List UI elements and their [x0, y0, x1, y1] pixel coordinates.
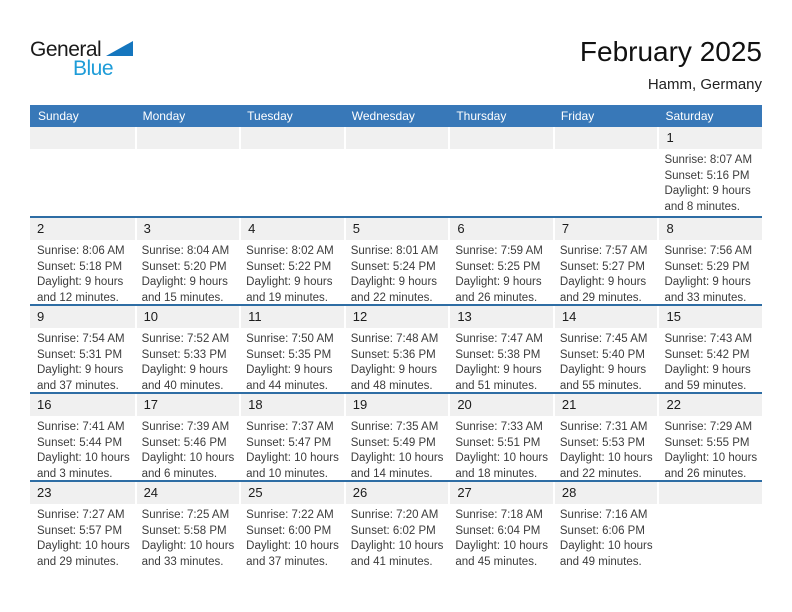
daylight-text-line1: Daylight: 10 hours: [350, 540, 444, 552]
weekday-header-row: [30, 105, 762, 127]
daylight-text-line2: and 26 minutes.: [664, 467, 747, 480]
empty-cell: [239, 127, 344, 216]
daylight-text-line2: and 37 minutes.: [246, 555, 328, 568]
date-band: [448, 127, 553, 149]
sunrise-text: Sunrise: 7:45 AM: [559, 333, 648, 345]
daylight-text-line2: and 22 minutes.: [350, 291, 433, 304]
sunrise-text: Sunrise: 7:25 AM: [141, 509, 230, 521]
daylight-text-line1: Daylight: 10 hours: [246, 540, 339, 552]
daylight-text-line2: and 29 minutes.: [37, 555, 119, 568]
date-band: [553, 482, 658, 504]
daylight-text-line2: and 44 minutes.: [246, 379, 328, 392]
sunset-text: Sunset: 6:00 PM: [246, 524, 332, 537]
sunset-text: Sunset: 5:35 PM: [246, 348, 332, 361]
empty-cell: [135, 127, 240, 216]
sunset-text: Sunset: 5:53 PM: [559, 436, 645, 449]
logo-text-general: General: [30, 38, 102, 61]
day-details: [239, 240, 344, 304]
sunset-text: Sunset: 5:42 PM: [664, 348, 750, 361]
sunset-text: Sunset: 5:25 PM: [455, 260, 541, 273]
day-cell: [135, 306, 240, 392]
day-details: [448, 240, 553, 304]
empty-cell: [657, 482, 762, 568]
date-band: [239, 306, 344, 328]
day-cell: [553, 306, 658, 392]
day-cell: [344, 306, 449, 392]
day-cell: [135, 394, 240, 480]
sunset-text: Sunset: 5:27 PM: [559, 260, 645, 273]
sunrise-text: Sunrise: 7:50 AM: [246, 333, 334, 345]
sunset-text: Sunset: 5:38 PM: [455, 348, 541, 361]
date-number: 3: [143, 221, 151, 236]
day-details: [553, 240, 658, 304]
day-cell: [657, 306, 762, 392]
daylight-text-line2: and 8 minutes.: [664, 200, 740, 213]
weekday-monday: Monday: [142, 109, 186, 123]
day-details: [30, 416, 135, 480]
date-band: [344, 394, 449, 416]
day-details: [657, 504, 762, 508]
date-number: 4: [248, 221, 256, 236]
day-cell: [344, 394, 449, 480]
date-number: 1: [666, 130, 674, 145]
day-details: [553, 328, 658, 392]
date-band: [657, 394, 762, 416]
day-cell: [239, 482, 344, 568]
date-number: 28: [561, 485, 577, 500]
sunrise-text: Sunrise: 8:04 AM: [141, 245, 230, 257]
sunset-text: Sunset: 5:33 PM: [141, 348, 227, 361]
daylight-text-line1: Daylight: 10 hours: [664, 452, 758, 464]
daylight-text-line1: Daylight: 9 hours: [141, 276, 228, 288]
daylight-text-line2: and 55 minutes.: [559, 379, 642, 392]
daylight-text-line1: Daylight: 10 hours: [455, 540, 549, 552]
sunset-text: Sunset: 5:18 PM: [37, 260, 123, 273]
date-number: 5: [352, 221, 360, 236]
day-cell: [448, 218, 553, 304]
date-band: [135, 306, 240, 328]
daylight-text-line1: Daylight: 9 hours: [559, 276, 647, 288]
week-row: [30, 392, 762, 480]
date-band: [657, 306, 762, 328]
daylight-text-line2: and 41 minutes.: [350, 555, 433, 568]
sunset-text: Sunset: 5:36 PM: [350, 348, 436, 361]
day-cell: [344, 482, 449, 568]
daylight-text-line2: and 45 minutes.: [455, 555, 538, 568]
empty-cell: [344, 127, 449, 216]
date-band: [239, 127, 344, 149]
day-details: [657, 416, 762, 480]
day-details: [344, 149, 449, 153]
day-cell: [239, 218, 344, 304]
day-details: [30, 240, 135, 304]
date-number: 19: [352, 397, 368, 412]
day-details: [448, 416, 553, 480]
daylight-text-line2: and 14 minutes.: [350, 467, 433, 480]
daylight-text-line1: Daylight: 10 hours: [559, 452, 653, 464]
daylight-text-line2: and 3 minutes.: [37, 467, 113, 480]
day-cell: [239, 306, 344, 392]
weekday-wednesday: Wednesday: [351, 109, 415, 123]
sunrise-text: Sunrise: 8:01 AM: [350, 245, 439, 257]
sunset-text: Sunset: 5:58 PM: [141, 524, 227, 537]
day-cell: [553, 394, 658, 480]
day-cell: [30, 306, 135, 392]
daylight-text-line2: and 6 minutes.: [141, 467, 218, 480]
date-number: 8: [666, 221, 674, 236]
day-details: [344, 504, 449, 568]
date-band: [448, 306, 553, 328]
daylight-text-line2: and 19 minutes.: [246, 291, 328, 304]
sunset-text: Sunset: 5:31 PM: [37, 348, 123, 361]
daylight-text-line2: and 48 minutes.: [350, 379, 433, 392]
date-band: [553, 394, 658, 416]
date-number: 26: [352, 485, 368, 500]
date-band: [30, 394, 135, 416]
sunrise-text: Sunrise: 7:37 AM: [246, 421, 334, 433]
week-row: [30, 304, 762, 392]
weekday-saturday: Saturday: [665, 109, 714, 123]
sunset-text: Sunset: 5:46 PM: [141, 436, 227, 449]
daylight-text-line2: and 40 minutes.: [141, 379, 224, 392]
empty-cell: [553, 127, 658, 216]
date-number: 13: [457, 309, 472, 324]
daylight-text-line1: Daylight: 9 hours: [350, 276, 438, 288]
date-number: 11: [248, 309, 262, 324]
daylight-text-line2: and 51 minutes.: [455, 379, 538, 392]
weeks-container: [30, 127, 762, 568]
daylight-text-line1: Daylight: 10 hours: [350, 452, 444, 464]
sunset-text: Sunset: 5:24 PM: [350, 260, 436, 273]
location-subtitle: Hamm, Germany: [647, 76, 762, 93]
sunrise-text: Sunrise: 7:35 AM: [350, 421, 439, 433]
sunrise-text: Sunrise: 7:54 AM: [37, 333, 125, 345]
general-blue-logo: [30, 38, 140, 81]
day-cell: [553, 482, 658, 568]
date-band: [448, 394, 553, 416]
weekday-sunday: Sunday: [38, 109, 79, 123]
date-number: 17: [143, 397, 159, 412]
date-band: [135, 394, 240, 416]
daylight-text-line1: Daylight: 9 hours: [141, 364, 228, 376]
sunrise-text: Sunrise: 7:57 AM: [559, 245, 648, 257]
weekday-tuesday: Tuesday: [247, 109, 293, 123]
date-band: [553, 306, 658, 328]
daylight-text-line2: and 33 minutes.: [141, 555, 224, 568]
sunrise-text: Sunrise: 7:59 AM: [455, 245, 543, 257]
sunrise-text: Sunrise: 7:52 AM: [141, 333, 230, 345]
date-number: 7: [561, 221, 570, 236]
daylight-text-line1: Daylight: 9 hours: [664, 364, 751, 376]
day-cell: [135, 482, 240, 568]
date-band: [135, 218, 240, 240]
daylight-text-line2: and 12 minutes.: [37, 291, 119, 304]
daylight-text-line2: and 59 minutes.: [664, 379, 747, 392]
day-details: [30, 504, 135, 568]
sunrise-text: Sunrise: 7:22 AM: [246, 509, 334, 521]
week-row: [30, 127, 762, 216]
date-band: [448, 218, 553, 240]
daylight-text-line1: Daylight: 9 hours: [559, 364, 647, 376]
week-row: [30, 480, 762, 568]
date-band: [657, 482, 762, 504]
date-number: 6: [457, 221, 465, 236]
sunrise-text: Sunrise: 7:29 AM: [664, 421, 753, 433]
date-band: [344, 482, 449, 504]
day-cell: [135, 218, 240, 304]
date-number: 18: [248, 397, 263, 412]
sunrise-text: Sunrise: 7:56 AM: [664, 245, 753, 257]
daylight-text-line2: and 15 minutes.: [141, 291, 224, 304]
day-details: [553, 416, 658, 480]
daylight-text-line1: Daylight: 9 hours: [664, 185, 751, 197]
sunrise-text: Sunrise: 7:33 AM: [455, 421, 543, 433]
sunset-text: Sunset: 5:44 PM: [37, 436, 123, 449]
date-band: [344, 306, 449, 328]
sunrise-text: Sunrise: 7:18 AM: [455, 509, 543, 521]
date-band: [135, 482, 240, 504]
date-band: [344, 127, 449, 149]
day-details: [30, 328, 135, 392]
sunset-text: Sunset: 5:29 PM: [664, 260, 750, 273]
daylight-text-line1: Daylight: 9 hours: [37, 364, 124, 376]
day-cell: [344, 218, 449, 304]
date-number: 2: [37, 221, 45, 236]
date-number: 20: [457, 397, 472, 412]
daylight-text-line1: Daylight: 9 hours: [350, 364, 438, 376]
day-cell: [657, 127, 762, 216]
sunrise-text: Sunrise: 7:39 AM: [141, 421, 230, 433]
day-details: [344, 328, 449, 392]
sunset-text: Sunset: 5:55 PM: [664, 436, 750, 449]
calendar-grid: [30, 105, 762, 568]
date-band: [344, 218, 449, 240]
day-details: [135, 328, 240, 392]
daylight-text-line1: Daylight: 10 hours: [141, 540, 235, 552]
sunset-text: Sunset: 6:02 PM: [350, 524, 436, 537]
date-band: [553, 127, 658, 149]
sunset-text: Sunset: 6:04 PM: [455, 524, 541, 537]
day-details: [344, 416, 449, 480]
sunset-text: Sunset: 6:06 PM: [559, 524, 645, 537]
daylight-text-line2: and 26 minutes.: [455, 291, 538, 304]
date-number: 24: [143, 485, 159, 500]
day-details: [135, 240, 240, 304]
weekday-thursday: Thursday: [456, 109, 507, 123]
day-cell: [553, 218, 658, 304]
date-number: 22: [666, 397, 681, 412]
day-details: [553, 504, 658, 568]
sunrise-text: Sunrise: 7:48 AM: [350, 333, 439, 345]
daylight-text-line1: Daylight: 10 hours: [37, 540, 130, 552]
month-title: February 2025: [579, 36, 762, 67]
date-band: [30, 127, 135, 149]
date-number: 27: [457, 485, 472, 500]
sunrise-text: Sunrise: 7:43 AM: [664, 333, 753, 345]
date-number: 12: [352, 309, 368, 324]
day-cell: [239, 394, 344, 480]
logo-text-blue: Blue: [73, 57, 114, 80]
daylight-text-line2: and 10 minutes.: [246, 467, 328, 480]
day-cell: [30, 394, 135, 480]
sunrise-text: Sunrise: 7:27 AM: [37, 509, 125, 521]
day-cell: [30, 218, 135, 304]
sunrise-text: Sunrise: 7:47 AM: [455, 333, 543, 345]
daylight-text-line2: and 22 minutes.: [559, 467, 642, 480]
date-number: 21: [561, 397, 577, 412]
empty-cell: [30, 127, 135, 216]
day-details: [657, 240, 762, 304]
sunset-text: Sunset: 5:57 PM: [37, 524, 123, 537]
week-row: [30, 216, 762, 304]
day-details: [135, 416, 240, 480]
sunrise-text: Sunrise: 7:41 AM: [37, 421, 125, 433]
daylight-text-line2: and 29 minutes.: [559, 291, 642, 304]
daylight-text-line1: Daylight: 9 hours: [455, 276, 542, 288]
daylight-text-line2: and 18 minutes.: [455, 467, 538, 480]
daylight-text-line1: Daylight: 10 hours: [559, 540, 653, 552]
sunrise-text: Sunrise: 7:20 AM: [350, 509, 439, 521]
day-details: [135, 149, 240, 153]
header-title-block: [580, 36, 762, 93]
daylight-text-line1: Daylight: 10 hours: [455, 452, 549, 464]
daylight-text-line2: and 33 minutes.: [664, 291, 747, 304]
day-details: [448, 149, 553, 153]
day-details: [344, 240, 449, 304]
daylight-text-line1: Daylight: 9 hours: [664, 276, 751, 288]
sunset-text: Sunset: 5:16 PM: [664, 169, 750, 182]
weekday-friday: Friday: [560, 109, 595, 123]
date-band: [135, 127, 240, 149]
day-details: [553, 149, 658, 153]
day-details: [657, 149, 762, 215]
day-details: [657, 328, 762, 392]
daylight-text-line1: Daylight: 9 hours: [37, 276, 124, 288]
date-number: 10: [143, 309, 159, 324]
date-band: [657, 218, 762, 240]
date-number: 15: [666, 309, 681, 324]
date-band: [30, 218, 135, 240]
date-number: 25: [248, 485, 263, 500]
date-band: [239, 394, 344, 416]
date-number: 14: [561, 309, 577, 324]
sunrise-text: Sunrise: 7:16 AM: [559, 509, 648, 521]
day-details: [239, 328, 344, 392]
sunset-text: Sunset: 5:22 PM: [246, 260, 332, 273]
daylight-text-line1: Daylight: 10 hours: [37, 452, 130, 464]
daylight-text-line1: Daylight: 9 hours: [246, 276, 333, 288]
day-details: [30, 149, 135, 153]
date-band: [448, 482, 553, 504]
daylight-text-line2: and 37 minutes.: [37, 379, 119, 392]
date-band: [553, 218, 658, 240]
daylight-text-line2: and 49 minutes.: [559, 555, 642, 568]
day-details: [239, 149, 344, 153]
sunset-text: Sunset: 5:47 PM: [246, 436, 332, 449]
day-details: [135, 504, 240, 568]
day-cell: [657, 394, 762, 480]
day-cell: [448, 394, 553, 480]
day-details: [448, 504, 553, 568]
daylight-text-line1: Daylight: 10 hours: [141, 452, 235, 464]
day-details: [239, 416, 344, 480]
daylight-text-line1: Daylight: 9 hours: [246, 364, 333, 376]
daylight-text-line1: Daylight: 9 hours: [455, 364, 542, 376]
day-cell: [657, 218, 762, 304]
date-band: [239, 218, 344, 240]
date-number: 16: [37, 397, 52, 412]
date-band: [657, 127, 762, 149]
day-cell: [448, 482, 553, 568]
sunset-text: Sunset: 5:40 PM: [559, 348, 645, 361]
day-details: [239, 504, 344, 568]
day-cell: [30, 482, 135, 568]
day-cell: [448, 306, 553, 392]
date-band: [30, 306, 135, 328]
sunrise-text: Sunrise: 7:31 AM: [559, 421, 648, 433]
date-band: [239, 482, 344, 504]
daylight-text-line1: Daylight: 10 hours: [246, 452, 339, 464]
sunset-text: Sunset: 5:49 PM: [350, 436, 436, 449]
date-band: [30, 482, 135, 504]
sunset-text: Sunset: 5:20 PM: [141, 260, 227, 273]
sunrise-text: Sunrise: 8:07 AM: [664, 154, 753, 166]
date-number: 23: [37, 485, 52, 500]
logo-triangle-icon: [106, 41, 133, 56]
sunset-text: Sunset: 5:51 PM: [455, 436, 541, 449]
sunrise-text: Sunrise: 8:06 AM: [37, 245, 125, 257]
date-number: 9: [37, 309, 45, 324]
empty-cell: [448, 127, 553, 216]
sunrise-text: Sunrise: 8:02 AM: [246, 245, 334, 257]
day-details: [448, 328, 553, 392]
